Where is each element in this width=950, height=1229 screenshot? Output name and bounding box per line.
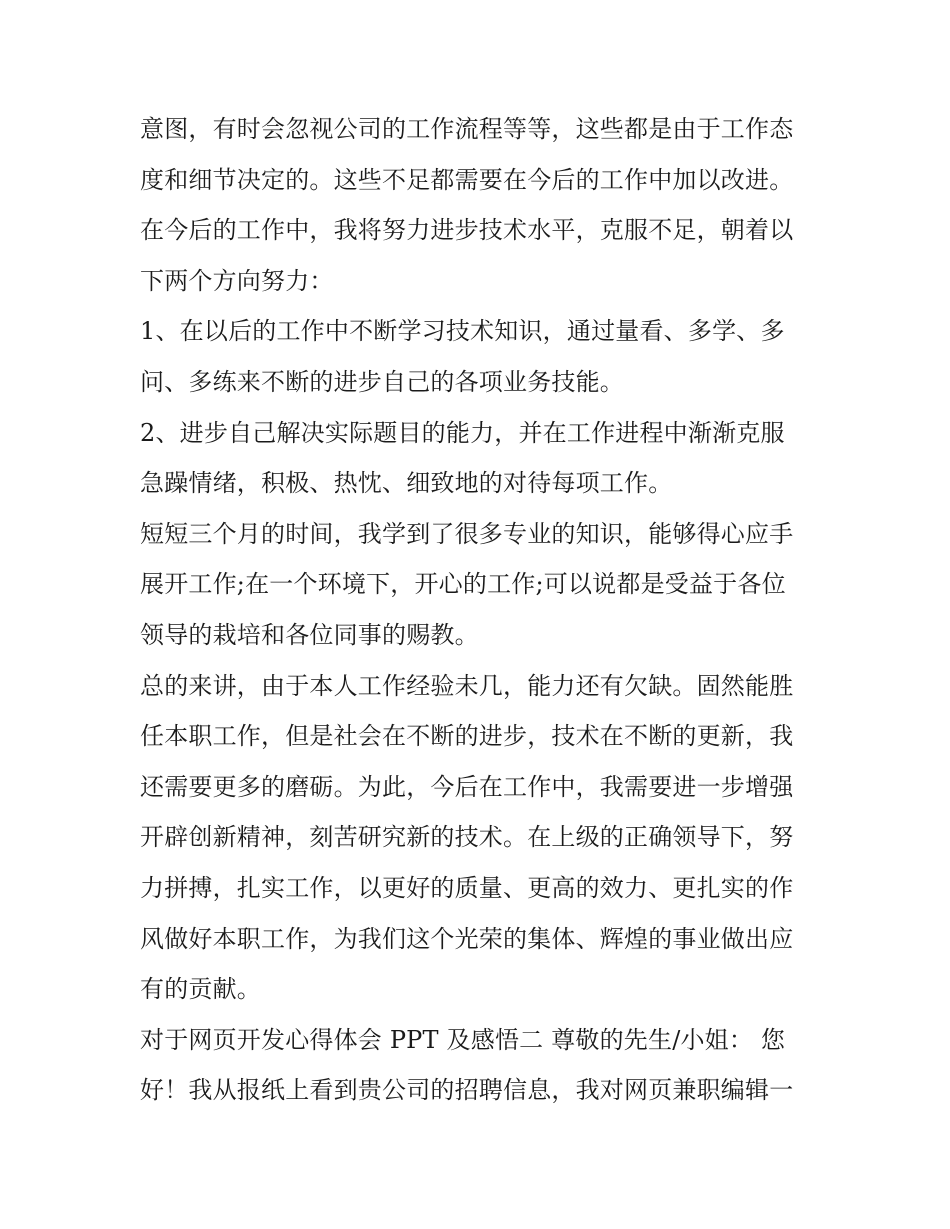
text-line: 还需要更多的磨砺。为此，今后在工作中，我需要进一步增强 [140,772,794,801]
text-line: 2、进步自己解决实际题目的能力，并在工作进程中渐渐克服 [140,418,785,447]
text-line: 下两个方向努力： [140,266,334,295]
text-line: 度和细节决定的。这些不足都需要在今后的工作中加以改进。 [140,165,794,194]
text-line: 短短三个月的时间，我学到了很多专业的知识，能够得心应手 [140,519,794,548]
text-line: 对于网页开发心得体会 PPT 及感悟二 尊敬的先生/小姐： 您 [140,1025,786,1054]
body-text [140,104,820,1116]
text-line: 好！我从报纸上看到贵公司的招聘信息，我对网页兼职编辑一 [140,1076,794,1105]
text-line: 总的来讲，由于本人工作经验未几，能力还有欠缺。固然能胜 [140,671,794,700]
text-line: 领导的栽培和各位同事的赐教。 [140,620,479,649]
text-line: 1、在以后的工作中不断学习技术知识，通过量看、多学、多 [140,317,785,346]
text-line: 急躁情绪，积极、热忱、细致地的对待每项工作。 [140,469,673,498]
text-line: 意图，有时会忽视公司的工作流程等等，这些都是由于工作态 [140,115,794,143]
text-line: 在今后的工作中，我将努力进步技术水平，克服不足，朝着以 [140,216,794,245]
text-line: 展开工作;在一个环境下，开心的工作;可以说都是受益于各位 [140,570,786,599]
text-line: 有的贡献。 [140,975,261,1004]
text-line: 开辟创新精神，刻苦研究新的技术。在上级的正确领导下，努 [140,823,794,852]
text-line: 风做好本职工作，为我们这个光荣的集体、辉煌的事业做出应 [140,924,794,953]
text-line: 问、多练来不断的进步自己的各项业务技能。 [140,367,624,396]
text-line: 力拼搏，扎实工作，以更好的质量、更高的效力、更扎实的作 [140,873,794,902]
text-line: 任本职工作，但是社会在不断的进步，技术在不断的更新，我 [140,722,794,751]
